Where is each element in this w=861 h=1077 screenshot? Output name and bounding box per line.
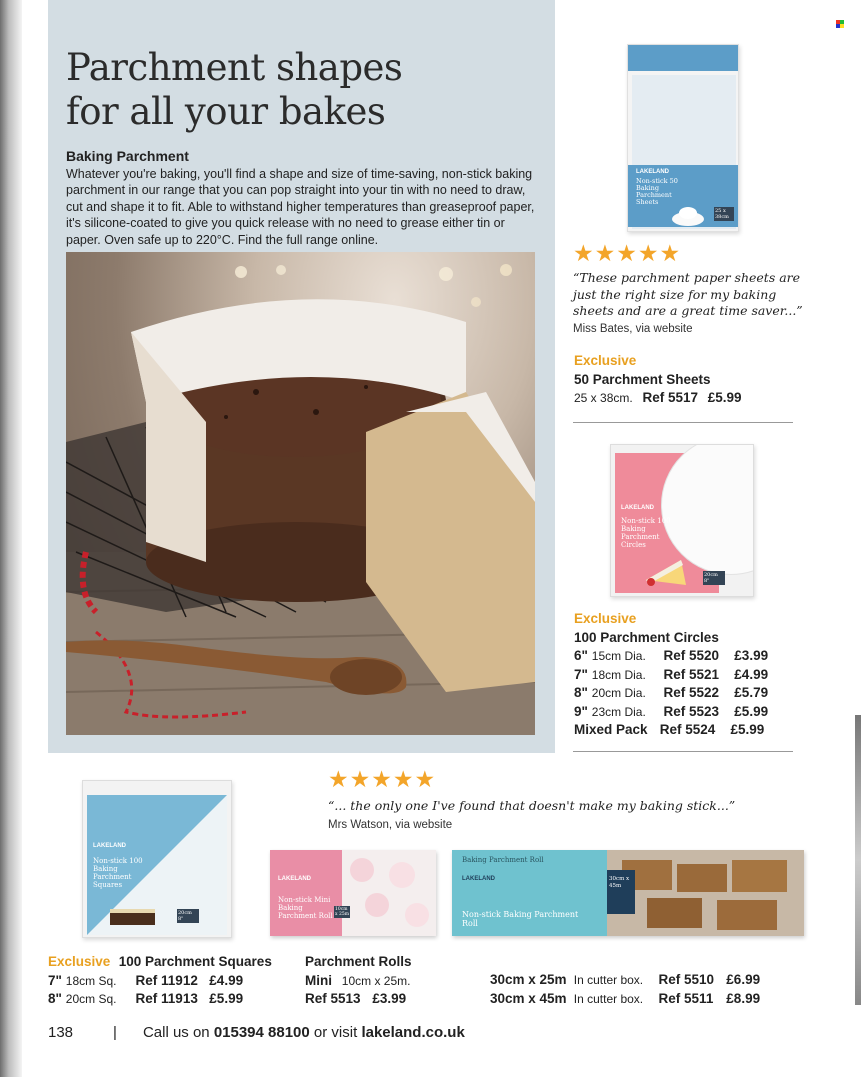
cake-photo xyxy=(66,252,535,735)
pack-brand-label: LAKELAND xyxy=(462,876,495,882)
size-dia: 18cm Dia. xyxy=(591,667,646,682)
registration-mark-icon xyxy=(836,20,844,28)
product-ref: Ref 5523 xyxy=(663,703,720,719)
product-price: £5.99 xyxy=(707,390,742,405)
sheets-specs xyxy=(574,352,742,408)
brownie-illustration xyxy=(105,901,165,931)
pack-text: Non-stick 100 Baking Parchment Squares xyxy=(93,857,143,889)
size-dia: 23cm Dia. xyxy=(591,704,646,719)
pack-size: 25 x 38cm xyxy=(714,207,734,221)
product-ref: Ref 11912 xyxy=(135,972,198,988)
product-ref: Ref 5513 xyxy=(305,991,361,1006)
flapjack-illustration xyxy=(607,850,804,936)
footer-or-visit: or visit xyxy=(313,1024,358,1041)
pack-size: 30cm x 45m xyxy=(609,876,630,889)
size-row xyxy=(490,990,760,1009)
rolls-specs-mini xyxy=(305,953,412,1009)
page-headline xyxy=(66,46,536,134)
product-ref: Ref 5521 xyxy=(663,666,720,682)
intro-title: Baking Parchment xyxy=(66,148,189,164)
size-inches: 7" xyxy=(48,972,62,988)
size-dia: 15cm Dia. xyxy=(591,649,646,663)
divider xyxy=(573,422,793,423)
review-quote: “These parchment paper sheets are just the right size for my baking sheets and are a great time saver...” xyxy=(573,270,803,318)
reviewer-name: Mrs Watson, via website xyxy=(328,819,453,831)
size-inches: Mixed Pack xyxy=(574,722,648,737)
footer-call-text: Call us on xyxy=(142,1024,210,1041)
pack-size: 20cm 8" xyxy=(703,571,725,585)
mini-parchment-roll-pack xyxy=(270,850,436,936)
page-edge-shadow xyxy=(0,0,22,1077)
review-quote: “... the only one I've found that doesn't make my baking stick...” xyxy=(328,798,736,813)
large-parchment-roll-pack xyxy=(452,850,804,936)
product-name: 100 Parchment Squares xyxy=(118,954,272,969)
footer-separator: | xyxy=(113,1024,117,1041)
meringue-swirls-illustration xyxy=(342,850,436,936)
exclusive-label: Exclusive xyxy=(574,353,637,368)
size-inches: 9" xyxy=(574,703,588,719)
size-row xyxy=(574,684,768,703)
parchment-circles-pack xyxy=(610,444,754,597)
circles-specs xyxy=(574,610,768,740)
product-price: £4.99 xyxy=(734,666,769,682)
size-row xyxy=(574,721,768,740)
pack-brand-label: LAKELAND xyxy=(636,169,669,175)
product-ref: Ref 5522 xyxy=(663,685,720,700)
size-row xyxy=(574,647,768,666)
mini-dim: 10cm x 25m. xyxy=(341,973,411,988)
cake-photo-illustration xyxy=(66,252,535,735)
pack-brand-label: LAKELAND xyxy=(621,505,654,511)
pack-size: 10cm x 25m xyxy=(335,907,349,917)
page-footer xyxy=(48,1024,465,1041)
page-number: 138 xyxy=(48,1024,74,1041)
size-row xyxy=(574,703,768,722)
product-price: £5.79 xyxy=(734,685,769,700)
product-ref: Ref 5510 xyxy=(658,972,715,987)
size-row xyxy=(490,971,760,990)
product-ref: Ref 5524 xyxy=(659,722,716,737)
pack-size: 20cm 8" xyxy=(177,909,199,923)
size-row xyxy=(48,990,272,1009)
product-price: £3.99 xyxy=(734,648,769,663)
exclusive-label: Exclusive xyxy=(48,954,111,969)
roll-dim: 30cm x 45m xyxy=(490,990,567,1006)
headline-line-2: for all your bakes xyxy=(66,90,386,133)
product-price: £6.99 xyxy=(726,972,761,987)
product-price: £5.99 xyxy=(730,722,765,737)
footer-website-link[interactable]: lakeland.co.uk xyxy=(361,1024,465,1041)
product-name: Parchment Rolls xyxy=(305,954,412,969)
product-ref: Ref 5511 xyxy=(658,990,714,1006)
roll-dim: 30cm x 25m xyxy=(490,972,567,987)
product-price: £4.99 xyxy=(209,972,244,988)
product-ref: Ref 5517 xyxy=(642,390,699,405)
product-price: £5.99 xyxy=(209,991,244,1006)
size-inches: 7" xyxy=(574,666,588,682)
review-stars: ★★★★★ xyxy=(328,766,437,792)
meringue-illustration xyxy=(668,203,708,227)
size-inches: 8" xyxy=(48,991,62,1006)
product-price: £3.99 xyxy=(372,991,407,1006)
squares-specs xyxy=(48,953,272,1009)
rolls-specs-large xyxy=(490,971,760,1008)
size-row xyxy=(48,972,272,991)
review-stars: ★★★★★ xyxy=(573,240,682,266)
size-dim: 20cm Sq. xyxy=(65,992,117,1006)
size-dim: 18cm Sq. xyxy=(65,973,117,988)
pack-top-text: Baking Parchment Roll xyxy=(462,856,544,864)
product-ref: Ref 11913 xyxy=(135,991,198,1006)
pack-text: Non-stick 50 Baking Parchment Sheets xyxy=(636,177,678,206)
size-row xyxy=(574,666,768,685)
headline-line-1: Parchment shapes xyxy=(66,46,403,89)
roll-box: In cutter box. xyxy=(573,973,644,987)
product-name: 50 Parchment Sheets xyxy=(574,371,711,387)
pack-brand-label: LAKELAND xyxy=(278,876,311,882)
size-inches: 8" xyxy=(574,685,588,700)
roll-box: In cutter box. xyxy=(573,991,644,1006)
product-size: 25 x 38cm. xyxy=(574,391,633,405)
product-name: 100 Parchment Circles xyxy=(574,629,719,645)
pack-text: Non-stick Baking Parchment Roll xyxy=(462,910,579,928)
size-inches: 6" xyxy=(574,648,588,663)
product-price: £5.99 xyxy=(734,703,769,719)
size-dia: 20cm Dia. xyxy=(591,686,646,700)
next-page-edge xyxy=(855,715,861,1005)
reviewer-name: Miss Bates, via website xyxy=(573,323,693,335)
product-ref: Ref 5520 xyxy=(663,648,720,663)
pack-text: Non-stick 100 Baking Parchment Circles xyxy=(621,517,671,549)
mini-label: Mini xyxy=(305,972,332,988)
product-price: £8.99 xyxy=(726,990,761,1006)
sponge-cake-illustration xyxy=(641,550,691,590)
pack-text: Non-stick Mini Baking Parchment Roll xyxy=(278,896,333,920)
exclusive-label: Exclusive xyxy=(574,611,637,626)
pack-brand-label: LAKELAND xyxy=(93,843,126,849)
intro-body: Whatever you're baking, you'll find a shape and size of time-saving, non-stick baking parchment in our range that you can pop straight into your tin with no need to draw, cut and shape it to fit. Able to withstand higher temperatures than greaseproof paper, it's silicone-coated to give you quick release with no need to grease either tin or paper. Oven safe up to 220°C. Find the full range online. xyxy=(66,167,535,247)
parchment-squares-pack xyxy=(82,780,232,938)
parchment-sheets-pack xyxy=(627,44,739,232)
divider xyxy=(573,751,793,752)
footer-phone: 015394 88100 xyxy=(213,1024,310,1041)
